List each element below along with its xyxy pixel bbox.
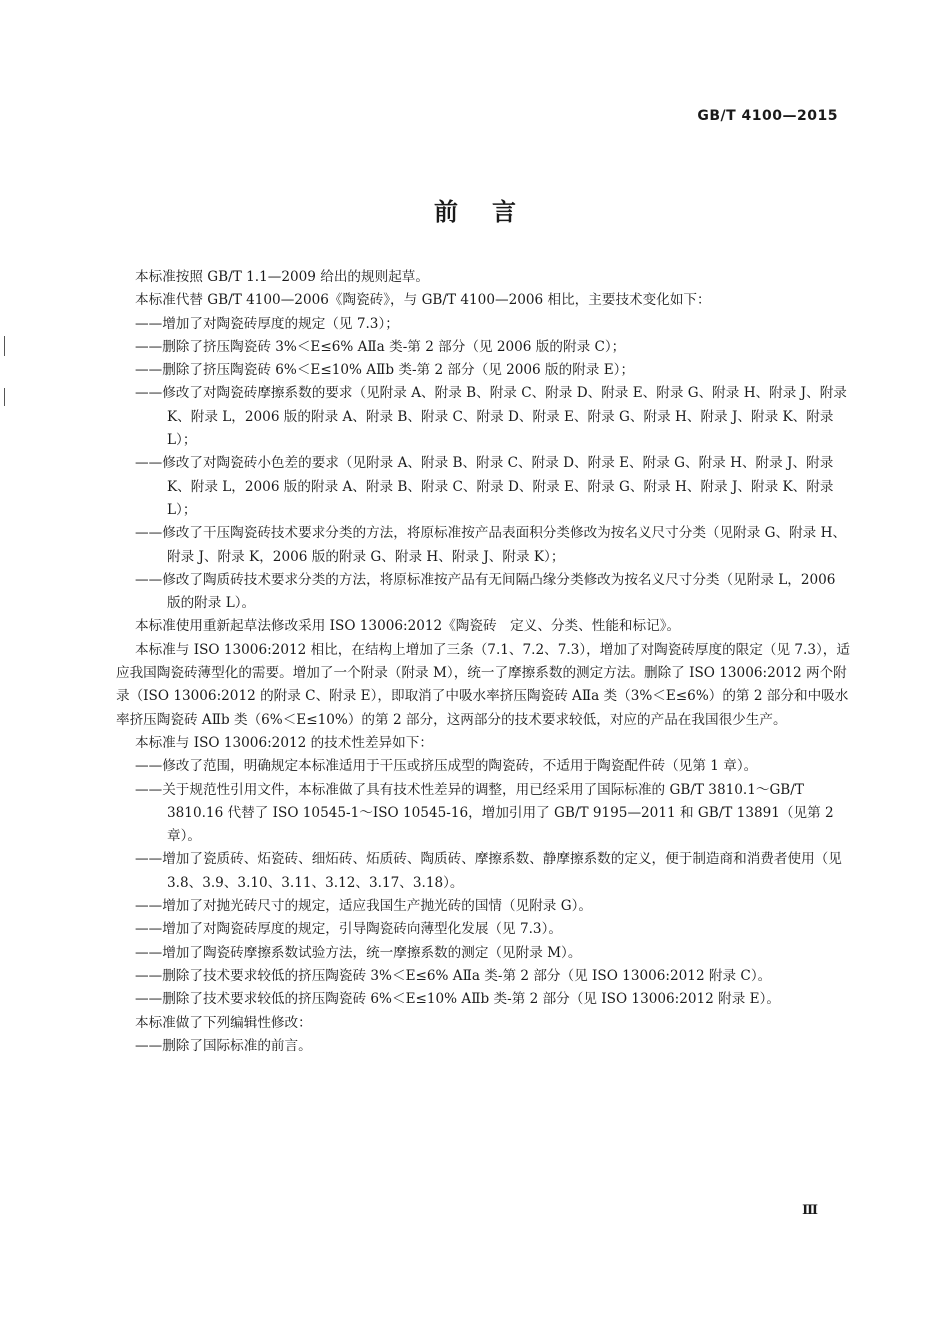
list-item: ——增加了对陶瓷砖厚度的规定（见 7.3）； <box>135 315 399 332</box>
list-item: ——增加了对陶瓷砖厚度的规定，引导陶瓷砖向薄型化发展（见 7.3）。 <box>135 921 562 938</box>
paragraph: 本标准与 ISO 13006:2012 相比，在结构上增加了三条（7.1、7.2、7.3），增加了对陶瓷砖厚度的限定（见 7.3），适应我国陶瓷砖薄型化的需要。增加了一个附录（附录 M），统一了摩擦系数的测定方法。删除了 ISO 13006:2012 两个附录（ISO 13006:2012 的附录 C、附录 E），即取消了中吸水率挤压陶瓷砖 AⅡa 类（3%＜E≤6%）的第 2 部分和中吸水率挤压陶瓷砖 AⅡb 类（6%＜E≤10%）的第 2 部分，这两部分的技术要求较低，对应的产品在我国很少生产。 <box>116 641 850 728</box>
list-item: ——修改了对陶瓷砖小色差的要求（见附录 A、附录 B、附录 C、附录 D、附录 E、附录 G、附录 H、附录 J、附录 K、附录 L，2006 版的附录 A、附录 B、附录 C、附录 D、附录 E、附录 G、附录 H、附录 J、附录 K、附录 L）； <box>135 455 834 518</box>
list-item: ——修改了对陶瓷砖摩擦系数的要求（见附录 A、附录 B、附录 C、附录 D、附录 E、附录 G、附录 H、附录 J、附录 K、附录 L，2006 版的附录 A、附录 B、附录 C、附录 D、附录 E、附录 G、附录 H、附录 J、附录 K、附录 L）； <box>135 385 847 449</box>
paragraph: 本标准与 ISO 13006:2012 的技术性差异如下： <box>135 734 433 751</box>
paragraph: 本标准做了下列编辑性修改： <box>135 1014 312 1031</box>
list-item: ——增加了瓷质砖、炻瓷砖、细炻砖、炻质砖、陶质砖、摩擦系数、静摩擦系数的定义，便于制造商和消费者使用（见 3.8、3.9、3.10、3.11、3.12、3.17、3.18）。 <box>135 851 842 891</box>
list-item: ——删除了国际标准的前言。 <box>135 1037 312 1054</box>
list-item: ——增加了陶瓷砖摩擦系数试验方法，统一摩擦系数的测定（见附录 M）。 <box>135 944 582 961</box>
foreword-body <box>116 266 852 1058</box>
list-item: ——修改了干压陶瓷砖技术要求分类的方法，将原标准按产品表面积分类修改为按名义尺寸分类（见附录 G、附录 H、附录 J、附录 K，2006 版的附录 G、附录 H、附录 J、附录 K）； <box>135 525 847 565</box>
scan-edge-mark <box>4 336 5 356</box>
list-item: ——删除了挤压陶瓷砖 6%＜E≤10% AⅡb 类-第 2 部分（见 2006 版的附录 E）； <box>135 362 635 379</box>
standard-code: GB/T 4100—2015 <box>697 108 838 124</box>
list-item: ——删除了挤压陶瓷砖 3%＜E≤6% AⅡa 类-第 2 部分（见 2006 版的附录 C）； <box>135 338 626 355</box>
page-title: 前言 <box>434 198 550 226</box>
list-item: ——删除了技术要求较低的挤压陶瓷砖 3%＜E≤6% AⅡa 类-第 2 部分（见 ISO 13006:2012 附录 C）。 <box>135 967 772 984</box>
paragraph: 本标准按照 GB/T 1.1—2009 给出的规则起草。 <box>135 269 429 285</box>
list-item: ——修改了陶质砖技术要求分类的方法，将原标准按产品有无间隔凸缘分类修改为按名义尺寸分类（见附录 L，2006 版的附录 L）。 <box>135 571 836 612</box>
list-item: ——增加了对抛光砖尺寸的规定，适应我国生产抛光砖的国情（见附录 G）。 <box>135 898 592 915</box>
list-item: ——关于规范性引用文件，本标准做了具有技术性差异的调整，用已经采用了国际标准的 GB/T 3810.1～GB/T 3810.16 代替了 ISO 10545-1～ISO 10545-16，增加引用了 GB/T 9195—2011 和 GB/T 13891（见第 2 章）。 <box>135 781 834 845</box>
paragraph: 本标准使用重新起草法修改采用 ISO 13006:2012《陶瓷砖 定义、分类、性能和标记》。 <box>135 618 681 635</box>
page-number: Ⅲ <box>802 1203 818 1218</box>
scan-edge-mark <box>4 388 5 406</box>
paragraph: 本标准代替 GB/T 4100—2006《陶瓷砖》，与 GB/T 4100—2006 相比，主要技术变化如下： <box>135 292 711 309</box>
list-item: ——修改了范围，明确规定本标准适用于干压或挤压成型的陶瓷砖，不适用于陶瓷配件砖（见第 1 章）。 <box>135 758 758 775</box>
list-item: ——删除了技术要求较低的挤压陶瓷砖 6%＜E≤10% AⅡb 类-第 2 部分（见 ISO 13006:2012 附录 E）。 <box>135 991 780 1008</box>
